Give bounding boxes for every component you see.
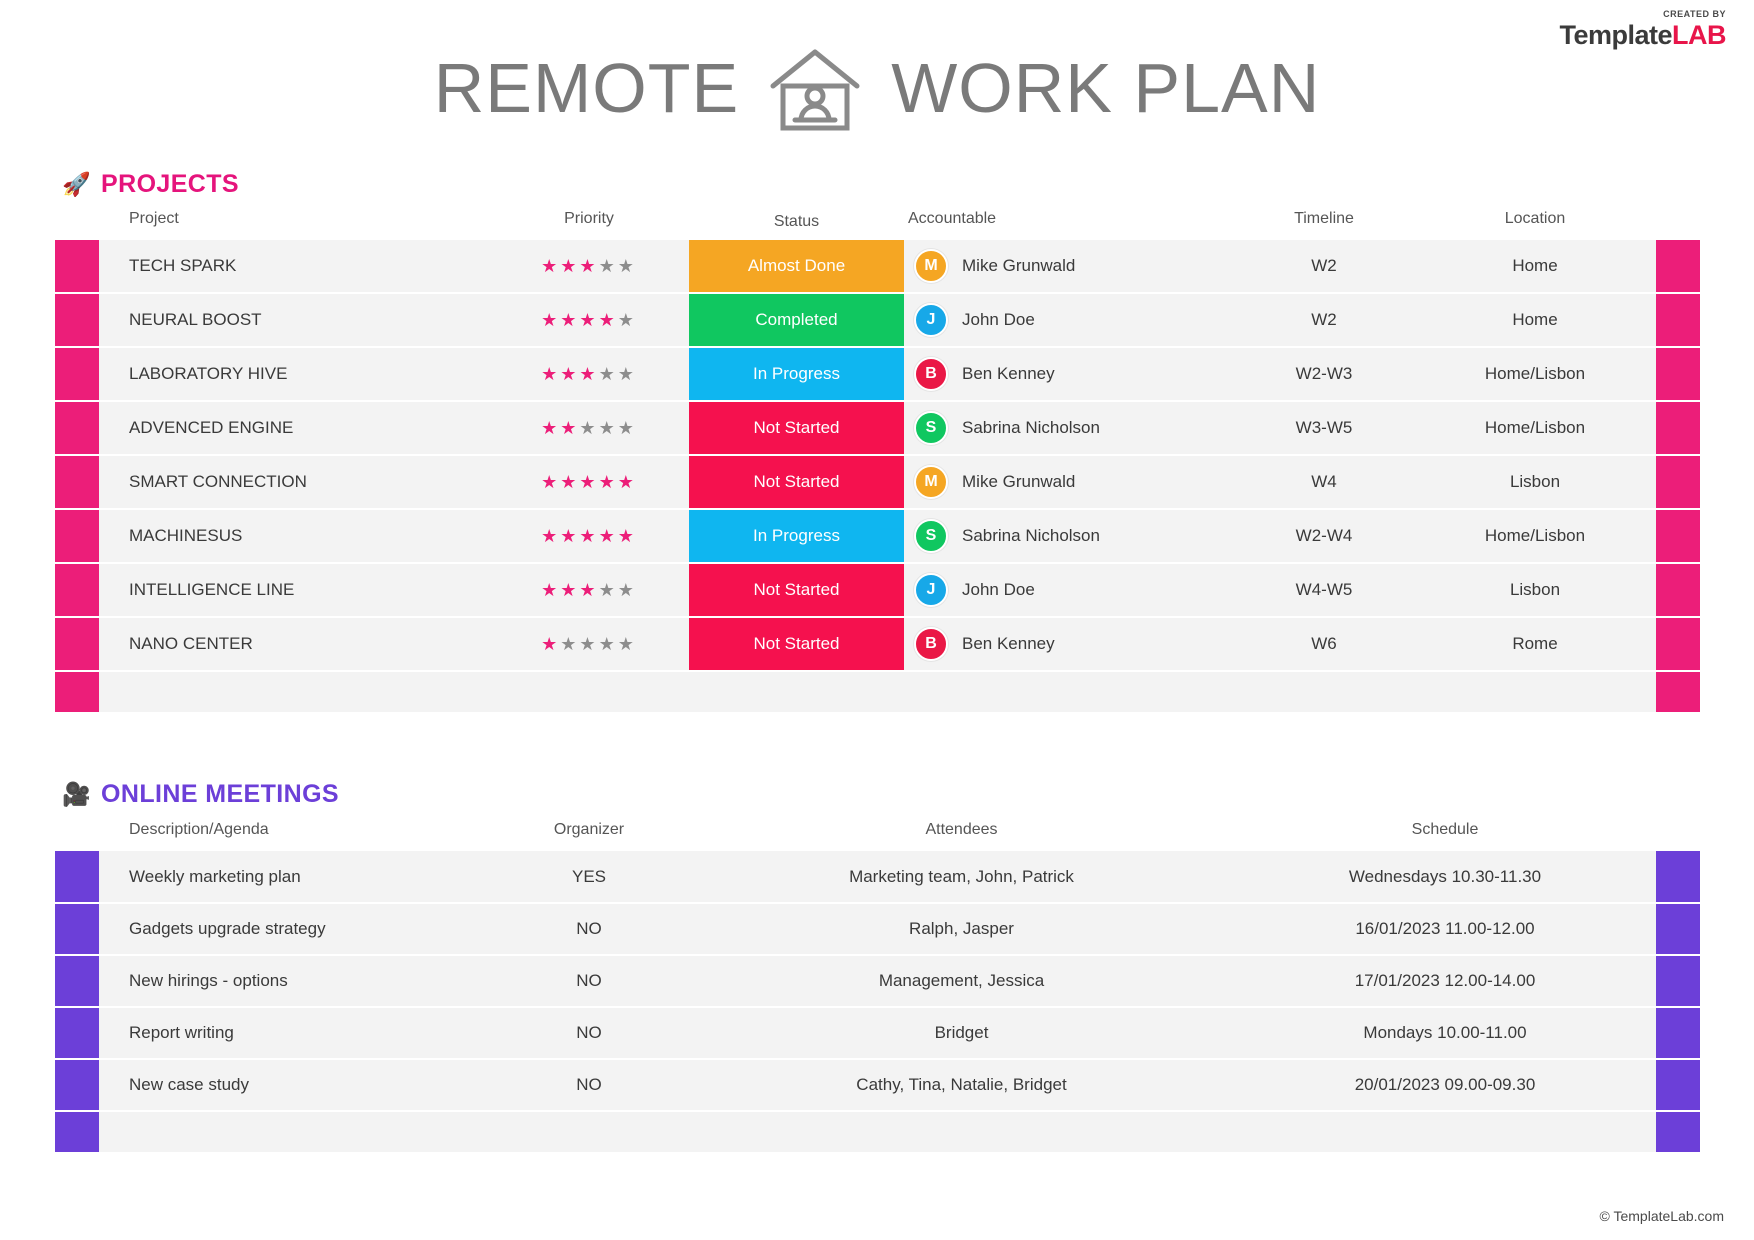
row-rail-right <box>1656 401 1700 455</box>
col-header-organizer: Organizer <box>489 815 689 851</box>
row-rail-left <box>55 903 99 955</box>
cell-organizer: NO <box>489 955 689 1007</box>
col-header-status: Status <box>689 204 904 240</box>
row-rail-left <box>55 671 99 713</box>
row-rail-left <box>55 509 99 563</box>
cell-organizer: NO <box>489 1059 689 1111</box>
cell-project: INTELLIGENCE LINE <box>99 563 489 617</box>
cell-accountable[interactable] <box>904 671 1234 713</box>
cell-organizer: NO <box>489 1007 689 1059</box>
cell-status[interactable] <box>689 293 904 347</box>
cell-location: Rome <box>1414 617 1656 671</box>
avatar: J <box>914 303 948 337</box>
cell-timeline: W2-W4 <box>1234 509 1414 563</box>
status-badge[interactable]: Not Started <box>689 564 904 616</box>
row-rail-left <box>55 455 99 509</box>
cell-accountable <box>904 455 1234 509</box>
col-header-priority: Priority <box>489 204 689 240</box>
row-rail-left <box>55 347 99 401</box>
cell-schedule: 20/01/2023 09.00-09.30 <box>1234 1059 1656 1111</box>
cell-location: Home <box>1414 293 1656 347</box>
row-rail-left <box>55 401 99 455</box>
avatar: B <box>914 627 948 661</box>
section-label-meetings: ONLINE MEETINGS <box>101 780 340 808</box>
cell-attendees: Management, Jessica <box>689 955 1234 1007</box>
avatar: B <box>914 357 948 391</box>
cell-schedule: 17/01/2023 12.00-14.00 <box>1234 955 1656 1007</box>
table-row <box>55 563 1700 617</box>
accountable-name: Sabrina Nicholson <box>962 418 1100 437</box>
cell-description: Weekly marketing plan <box>99 851 489 903</box>
col-header-accountable: Accountable <box>904 204 1234 240</box>
cell-description: New case study <box>99 1059 489 1111</box>
col-header-attendees: Attendees <box>689 815 1234 851</box>
cell-priority[interactable] <box>489 455 689 509</box>
accountable-name: Sabrina Nicholson <box>962 526 1100 545</box>
cell-accountable <box>904 617 1234 671</box>
row-rail-left <box>55 293 99 347</box>
row-rail-right <box>1656 293 1700 347</box>
priority-stars[interactable]: ★★★★★ <box>541 525 637 546</box>
priority-stars[interactable]: ★★★★★ <box>541 309 637 330</box>
cell-accountable <box>904 347 1234 401</box>
cell-description[interactable] <box>99 1111 489 1153</box>
cell-status[interactable] <box>689 347 904 401</box>
priority-stars[interactable]: ★★★★★ <box>541 471 637 492</box>
cell-schedule: Mondays 10.00-11.00 <box>1234 1007 1656 1059</box>
accountable-name: John Doe <box>962 310 1035 329</box>
meetings-header-row <box>55 815 1700 851</box>
cell-timeline[interactable] <box>1234 671 1414 713</box>
col-header-location: Location <box>1414 204 1656 240</box>
projects-table-head <box>55 204 1700 240</box>
cell-attendees: Marketing team, John, Patrick <box>689 851 1234 903</box>
cell-location: Home/Lisbon <box>1414 347 1656 401</box>
meetings-table-head <box>55 815 1700 851</box>
table-row <box>55 293 1700 347</box>
meetings-table <box>55 815 1700 1154</box>
row-rail-right <box>1656 903 1700 955</box>
status-badge[interactable]: In Progress <box>689 510 904 562</box>
row-rail-right <box>1656 240 1700 293</box>
rail-spacer-right-meetings <box>1656 815 1700 851</box>
cell-organizer: NO <box>489 903 689 955</box>
avatar: S <box>914 411 948 445</box>
cell-status[interactable] <box>689 509 904 563</box>
cell-status[interactable] <box>689 401 904 455</box>
priority-stars[interactable]: ★★★★★ <box>541 579 637 600</box>
cell-timeline: W6 <box>1234 617 1414 671</box>
cell-priority[interactable] <box>489 509 689 563</box>
row-rail-right <box>1656 955 1700 1007</box>
col-header-project: Project <box>99 204 489 240</box>
cell-description: Report writing <box>99 1007 489 1059</box>
cell-schedule[interactable] <box>1234 1111 1656 1153</box>
table-row <box>55 1059 1700 1111</box>
cell-schedule: Wednesdays 10.30-11.30 <box>1234 851 1656 903</box>
rail-spacer-right <box>1656 204 1700 240</box>
video-call-icon: 🎥 <box>62 781 92 807</box>
priority-stars[interactable]: ★★★★★ <box>541 417 637 438</box>
avatar: J <box>914 573 948 607</box>
priority-stars[interactable]: ★★★★★ <box>541 255 637 276</box>
cell-location: Home <box>1414 240 1656 293</box>
col-header-timeline: Timeline <box>1234 204 1414 240</box>
cell-accountable <box>904 293 1234 347</box>
cell-location: Lisbon <box>1414 455 1656 509</box>
row-rail-right <box>1656 1059 1700 1111</box>
cell-priority[interactable] <box>489 347 689 401</box>
accountable-name: John Doe <box>962 580 1035 599</box>
cell-priority[interactable] <box>489 671 689 713</box>
table-row-empty <box>55 1111 1700 1153</box>
cell-project: NANO CENTER <box>99 617 489 671</box>
row-rail-left <box>55 617 99 671</box>
cell-accountable <box>904 240 1234 293</box>
cell-timeline: W2 <box>1234 293 1414 347</box>
cell-description: New hirings - options <box>99 955 489 1007</box>
table-row <box>55 955 1700 1007</box>
cell-status[interactable] <box>689 671 904 713</box>
table-row <box>55 851 1700 903</box>
cell-priority[interactable] <box>489 293 689 347</box>
row-rail-right <box>1656 347 1700 401</box>
avatar: M <box>914 249 948 283</box>
projects-table <box>55 204 1700 714</box>
cell-project: MACHINESUS <box>99 509 489 563</box>
cell-status[interactable] <box>689 455 904 509</box>
title-right: WORK PLAN <box>891 49 1321 127</box>
cell-attendees[interactable] <box>689 1111 1234 1153</box>
brand-name-bold: LAB <box>1672 20 1726 50</box>
status-badge[interactable]: Not Started <box>689 456 904 508</box>
table-row <box>55 509 1700 563</box>
row-rail-left <box>55 851 99 903</box>
cell-timeline: W3-W5 <box>1234 401 1414 455</box>
cell-timeline: W2 <box>1234 240 1414 293</box>
cell-project: LABORATORY HIVE <box>99 347 489 401</box>
accountable-name: Mike Grunwald <box>962 256 1076 275</box>
accountable-name: Ben Kenney <box>962 364 1055 383</box>
cell-timeline: W4 <box>1234 455 1414 509</box>
brand-name-light: Template <box>1559 20 1672 50</box>
row-rail-right <box>1656 1111 1700 1153</box>
table-row <box>55 903 1700 955</box>
avatar: M <box>914 465 948 499</box>
row-rail-right <box>1656 563 1700 617</box>
table-row <box>55 1007 1700 1059</box>
cell-description: Gadgets upgrade strategy <box>99 903 489 955</box>
row-rail-left <box>55 955 99 1007</box>
cell-location[interactable] <box>1414 671 1656 713</box>
row-rail-right <box>1656 671 1700 713</box>
status-badge[interactable]: In Progress <box>689 348 904 400</box>
footer-copyright: © TemplateLab.com <box>1599 1208 1724 1224</box>
status-badge[interactable]: Almost Done <box>689 240 904 292</box>
projects-header-row <box>55 204 1700 240</box>
avatar: S <box>914 519 948 553</box>
table-row <box>55 240 1700 293</box>
cell-status[interactable] <box>689 617 904 671</box>
cell-project[interactable] <box>99 671 489 713</box>
cell-priority[interactable] <box>489 617 689 671</box>
cell-status[interactable] <box>689 240 904 293</box>
cell-project: SMART CONNECTION <box>99 455 489 509</box>
row-rail-left <box>55 563 99 617</box>
cell-timeline: W2-W3 <box>1234 347 1414 401</box>
rocket-icon: 🚀 <box>62 171 92 197</box>
rail-spacer-left <box>55 204 99 240</box>
priority-stars[interactable]: ★★★★★ <box>541 363 637 384</box>
cell-project: ADVENCED ENGINE <box>99 401 489 455</box>
meetings-table-body <box>55 851 1700 1153</box>
cell-priority[interactable] <box>489 240 689 293</box>
row-rail-left <box>55 1007 99 1059</box>
section-heading-meetings <box>62 780 339 809</box>
status-badge[interactable]: Not Started <box>689 618 904 670</box>
cell-accountable <box>904 563 1234 617</box>
table-row <box>55 401 1700 455</box>
cell-attendees: Bridget <box>689 1007 1234 1059</box>
section-heading-projects <box>62 170 239 199</box>
brand-created-by: CREATED BY <box>1663 9 1726 19</box>
row-rail-right <box>1656 509 1700 563</box>
table-row-empty <box>55 671 1700 713</box>
cell-attendees: Cathy, Tina, Natalie, Bridget <box>689 1059 1234 1111</box>
accountable-name: Mike Grunwald <box>962 472 1076 491</box>
cell-location: Home/Lisbon <box>1414 509 1656 563</box>
row-rail-left <box>55 240 99 293</box>
cell-attendees: Ralph, Jasper <box>689 903 1234 955</box>
row-rail-left <box>55 1059 99 1111</box>
cell-project: NEURAL BOOST <box>99 293 489 347</box>
projects-table-body <box>55 240 1700 713</box>
cell-schedule: 16/01/2023 11.00-12.00 <box>1234 903 1656 955</box>
cell-status[interactable] <box>689 563 904 617</box>
cell-organizer: YES <box>489 851 689 903</box>
title-left: REMOTE <box>433 49 740 127</box>
cell-location: Home/Lisbon <box>1414 401 1656 455</box>
cell-accountable <box>904 401 1234 455</box>
row-rail-right <box>1656 455 1700 509</box>
cell-location: Lisbon <box>1414 563 1656 617</box>
table-row <box>55 347 1700 401</box>
cell-priority[interactable] <box>489 401 689 455</box>
status-badge[interactable]: Completed <box>689 294 904 346</box>
row-rail-right <box>1656 617 1700 671</box>
cell-project: TECH SPARK <box>99 240 489 293</box>
page-title <box>0 42 1754 134</box>
row-rail-right <box>1656 851 1700 903</box>
row-rail-left <box>55 1111 99 1153</box>
cell-priority[interactable] <box>489 563 689 617</box>
accountable-name: Ben Kenney <box>962 634 1055 653</box>
priority-stars[interactable]: ★★★★★ <box>541 633 637 654</box>
house-person-icon <box>765 42 865 134</box>
table-row <box>55 617 1700 671</box>
cell-organizer[interactable] <box>489 1111 689 1153</box>
table-row <box>55 455 1700 509</box>
cell-accountable <box>904 509 1234 563</box>
col-header-description: Description/Agenda <box>99 815 489 851</box>
rail-spacer-left-meetings <box>55 815 99 851</box>
section-label-projects: PROJECTS <box>101 170 240 198</box>
col-header-schedule: Schedule <box>1234 815 1656 851</box>
cell-timeline: W4-W5 <box>1234 563 1414 617</box>
row-rail-right <box>1656 1007 1700 1059</box>
status-badge[interactable]: Not Started <box>689 402 904 454</box>
